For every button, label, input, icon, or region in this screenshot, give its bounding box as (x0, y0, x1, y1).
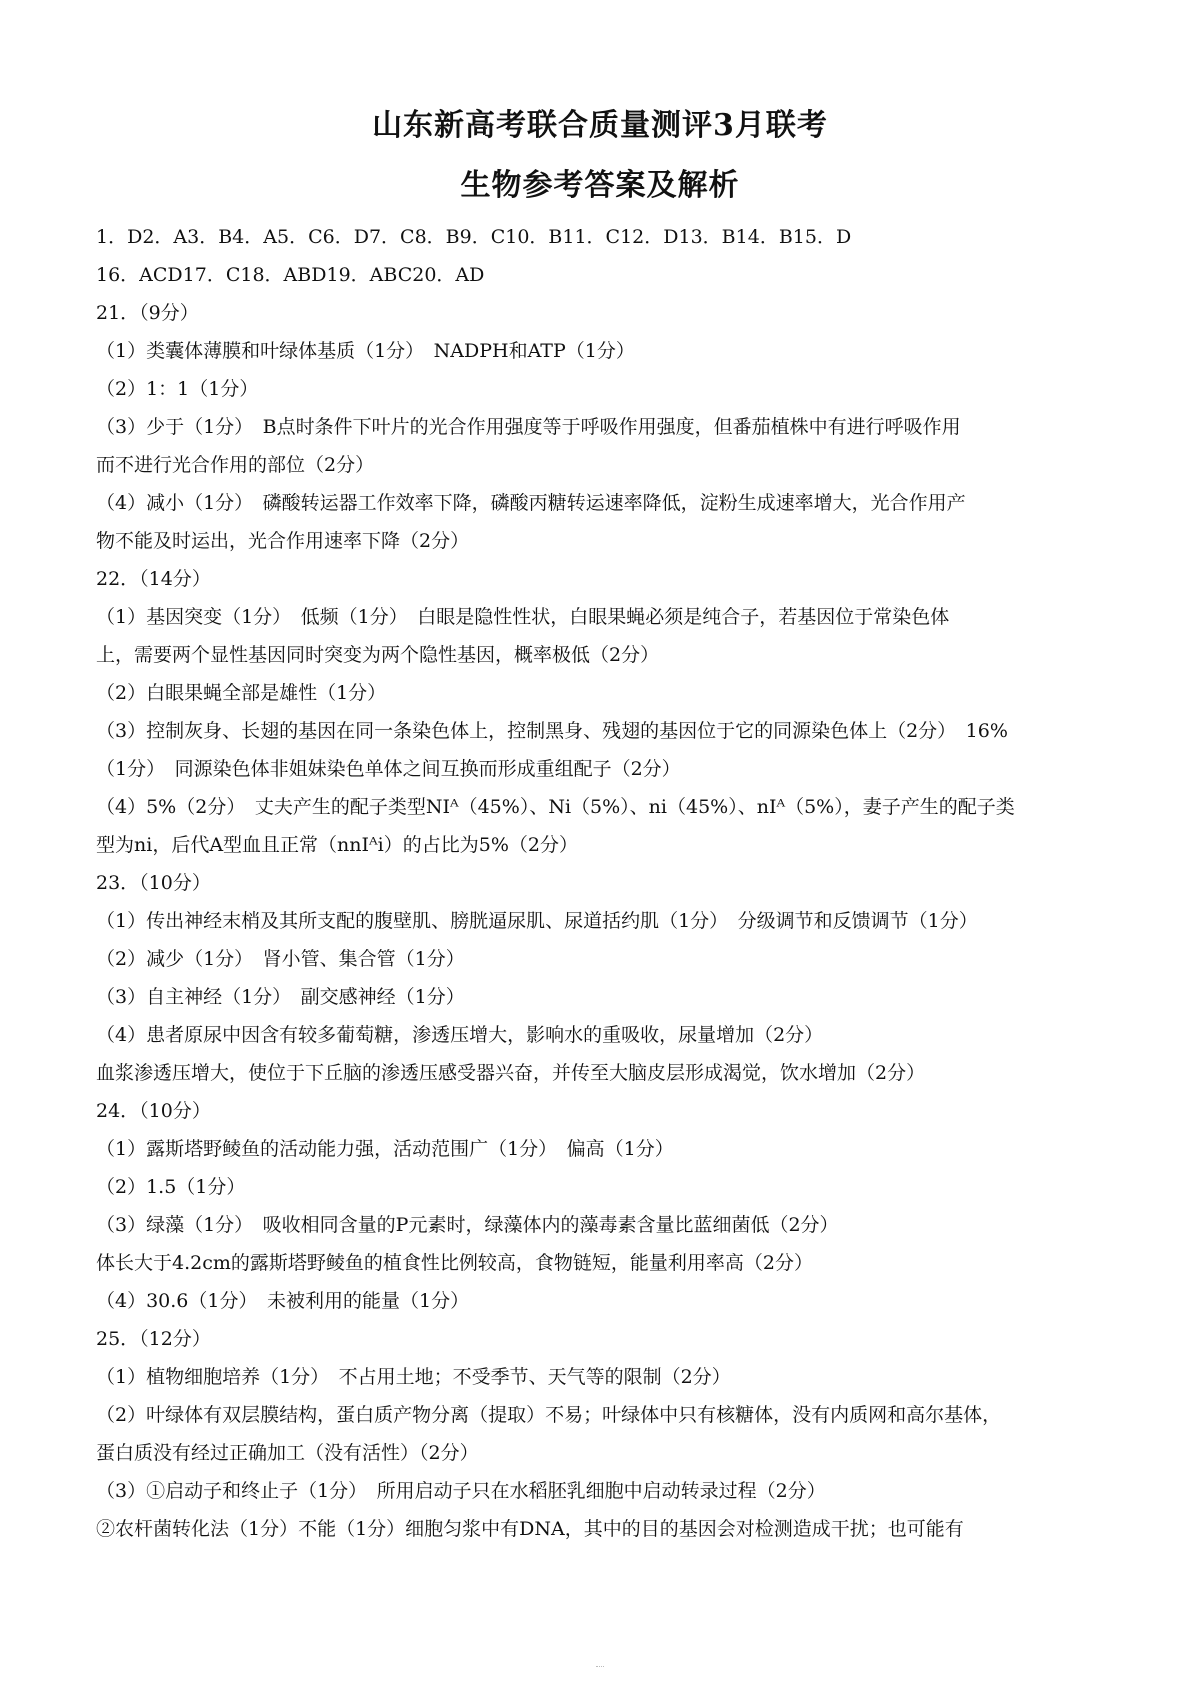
document-title: 山东新高考联合质量测评3月联考 (372, 108, 828, 143)
answer-line: （1）基因突变（1分） 低频（1分） 白眼是隐性性状，白眼果蝇必须是纯合子，若基因位于常染色体 (96, 606, 950, 628)
answer-body (96, 218, 1111, 1548)
answer-line: （2）白眼果蝇全部是雄性（1分） (96, 682, 387, 704)
section-heading: 24．（10分） (96, 1100, 211, 1122)
answer-line: ②农杆菌转化法（1分）不能（1分）细胞匀浆中有DNA，其中的目的基因会对检测造成干扰；也可能有 (96, 1518, 964, 1540)
answer-line: 1．D2．A3．B4．A5．C6．D7．C8．B9．C10．B11．C12．D13．B14．B15．D (96, 226, 852, 248)
answer-line: （4）5%（2分） 丈夫产生的配子类型NIᴬ（45%）、Ni（5%）、ni（45%）、nIᴬ（5%），妻子产生的配子类 (96, 796, 1015, 818)
answer-line: （3）控制灰身、长翅的基因在同一条染色体上，控制黑身、残翅的基因位于它的同源染色体上（2分） 16% (96, 720, 1008, 742)
answer-line: 16．ACD17．C18．ABD19．ABC20．AD (96, 264, 485, 286)
answer-line: （3）①启动子和终止子（1分） 所用启动子只在水稻胚乳细胞中启动转录过程（2分） (96, 1480, 826, 1502)
section-heading: 22．（14分） (96, 568, 211, 590)
answer-line: 血浆渗透压增大，使位于下丘脑的渗透压感受器兴奋，并传至大脑皮层形成渴觉，饮水增加（2分） (96, 1062, 926, 1084)
section-heading: 21．（9分） (96, 302, 199, 324)
answer-line: （4）减小（1分） 磷酸转运器工作效率下降，磷酸丙糖转运速率降低，淀粉生成速率增大，光合作用产 (96, 492, 966, 514)
answer-line: （4）30.6（1分） 未被利用的能量（1分） (96, 1290, 470, 1312)
answer-line: 型为ni，后代A型血且正常（nnIᴬi）的占比为5%（2分） (96, 834, 578, 856)
answer-line: （2）1：1（1分） (96, 378, 259, 400)
answer-line: （1）类囊体薄膜和叶绿体基质（1分） NADPH和ATP（1分） (96, 340, 635, 362)
document-subtitle: 生物参考答案及解析 (460, 168, 740, 203)
answer-line: 而不进行光合作用的部位（2分） (96, 454, 375, 476)
answer-line: （1）植物细胞培养（1分） 不占用土地；不受季节、天气等的限制（2分） (96, 1366, 731, 1388)
answer-line: （1分） 同源染色体非姐妹染色单体之间互换而形成重组配子（2分） (96, 758, 681, 780)
answer-line: （2）减少（1分） 肾小管、集合管（1分） (96, 948, 465, 970)
answer-line: （2）叶绿体有双层膜结构，蛋白质产物分离（提取）不易；叶绿体中只有核糖体，没有内质网和高尔基体， (96, 1404, 1002, 1426)
section-heading: 25．（12分） (96, 1328, 211, 1350)
answer-line: （1）传出神经末梢及其所支配的腹壁肌、膀胱逼尿肌、尿道括约肌（1分） 分级调节和反馈调节（1分） (96, 910, 978, 932)
answer-line: （2）1.5（1分） (96, 1176, 246, 1198)
answer-line: 蛋白质没有经过正确加工（没有活性）（2分） (96, 1442, 479, 1464)
answer-line: 物不能及时运出，光合作用速率下降（2分） (96, 530, 470, 552)
answer-line: （3）少于（1分） B点时条件下叶片的光合作用强度等于呼吸作用强度，但番茄植株中有进行呼吸作用 (96, 416, 961, 438)
footer-dot (596, 1666, 604, 1669)
answer-line: 上，需要两个显性基因同时突变为两个隐性基因，概率极低（2分） (96, 644, 660, 666)
answer-line: （4）患者原尿中因含有较多葡萄糖，渗透压增大，影响水的重吸收，尿量增加（2分） (96, 1024, 824, 1046)
answer-line: 体长大于4.2cm的露斯塔野鲮鱼的植食性比例较高，食物链短，能量利用率高（2分） (96, 1252, 813, 1274)
answer-line: （3）绿藻（1分） 吸收相同含量的P元素时，绿藻体内的藻毒素含量比蓝细菌低（2分） (96, 1214, 839, 1236)
answer-line: （3）自主神经（1分） 副交感神经（1分） (96, 986, 465, 1008)
section-heading: 23．（10分） (96, 872, 211, 894)
answer-line: （1）露斯塔野鲮鱼的活动能力强，活动范围广（1分） 偏高（1分） (96, 1138, 674, 1160)
